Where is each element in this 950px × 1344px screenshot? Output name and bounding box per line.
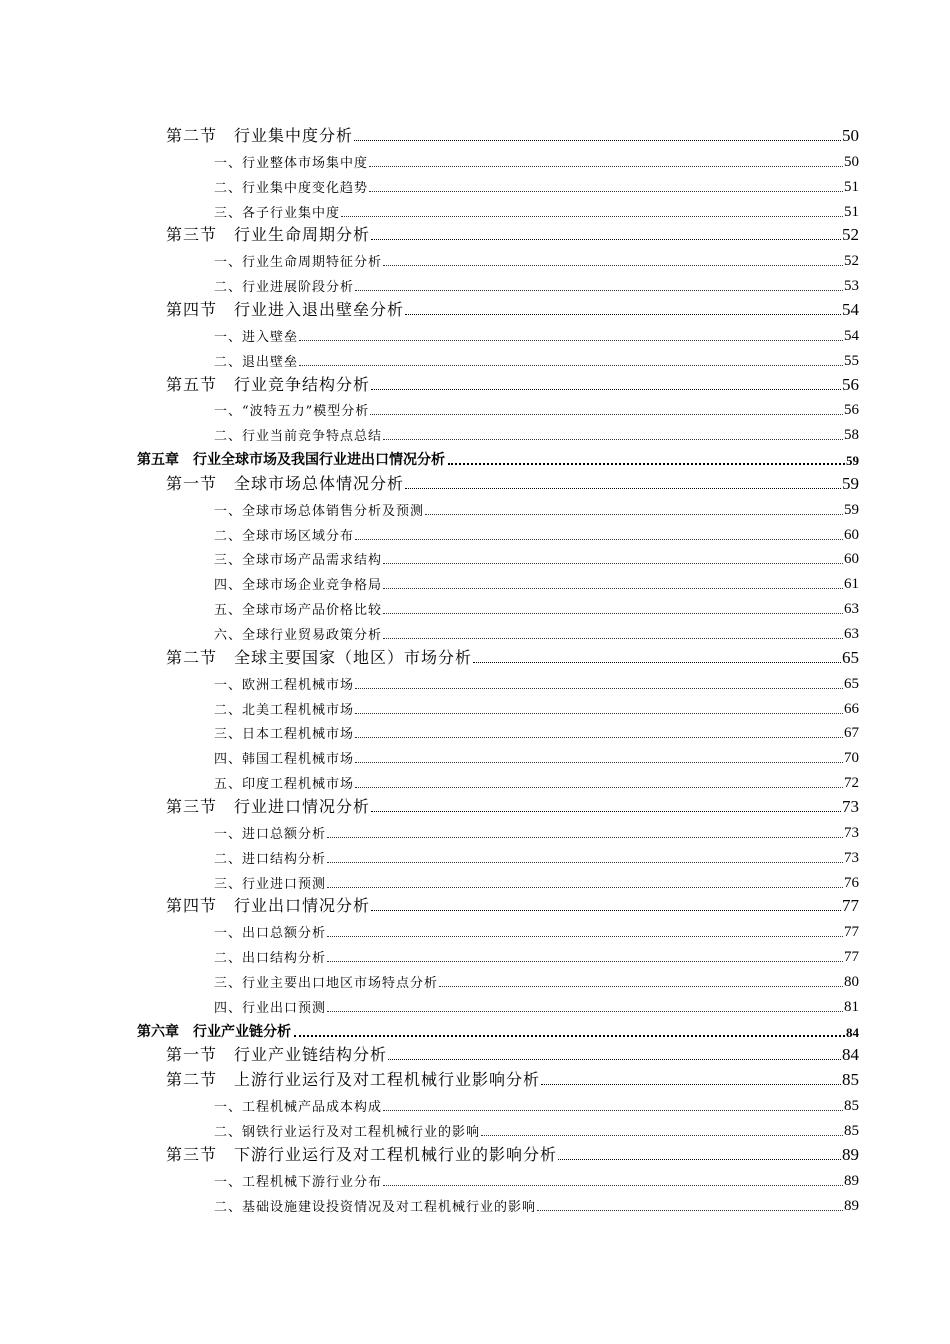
toc-page-number: 50 bbox=[844, 153, 859, 170]
toc-dot-leader bbox=[541, 1083, 841, 1085]
toc-page-number: 66 bbox=[844, 700, 859, 717]
toc-item-entry[interactable] bbox=[214, 199, 859, 221]
toc-dot-leader bbox=[369, 190, 843, 192]
toc-section-entry[interactable] bbox=[166, 646, 859, 668]
toc-dot-leader bbox=[327, 935, 843, 937]
toc-page-number: 72 bbox=[844, 775, 859, 792]
toc-entry-title: 二、全球市场区域分布 bbox=[214, 528, 355, 544]
toc-dot-leader bbox=[405, 313, 841, 315]
toc-item-entry[interactable] bbox=[214, 596, 859, 618]
toc-entry-title: 二、基础设施建设投资情况及对工程机械行业的影响 bbox=[214, 1199, 537, 1215]
toc-section-entry[interactable] bbox=[166, 1068, 859, 1090]
toc-item-entry[interactable] bbox=[214, 1193, 859, 1215]
toc-page-number: 84 bbox=[846, 1024, 859, 1040]
toc-page-number: 54 bbox=[844, 327, 859, 344]
toc-entry-title: 二、钢铁行业运行及对工程机械行业的影响 bbox=[214, 1125, 481, 1140]
toc-item-entry[interactable] bbox=[214, 571, 859, 593]
toc-entry-title: 四、韩国工程机械市场 bbox=[214, 752, 355, 768]
toc-entry-title: 三、日本工程机械市场 bbox=[214, 727, 355, 743]
toc-page-number: 63 bbox=[844, 626, 859, 642]
toc-entry-title: 一、“波特五力”模型分析 bbox=[214, 404, 370, 420]
toc-entry-title: 一、工程机械产品成本构成 bbox=[214, 1100, 383, 1116]
toc-item-entry[interactable] bbox=[214, 149, 859, 171]
toc-dot-leader bbox=[481, 1134, 843, 1136]
toc-dot-leader bbox=[383, 562, 843, 564]
toc-page-number: 51 bbox=[844, 178, 859, 195]
toc-item-entry[interactable] bbox=[214, 1093, 859, 1115]
toc-dot-leader bbox=[371, 238, 841, 240]
toc-dot-leader bbox=[383, 637, 843, 639]
toc-entry-title: 二、出口结构分析 bbox=[214, 951, 327, 967]
toc-item-entry[interactable] bbox=[214, 348, 859, 370]
toc-entry-title: 一、出口总额分析 bbox=[214, 926, 327, 942]
toc-dot-leader bbox=[369, 165, 843, 167]
toc-page-number: 59 bbox=[844, 501, 859, 518]
toc-item-entry[interactable] bbox=[214, 944, 859, 966]
toc-item-entry[interactable] bbox=[214, 820, 859, 842]
toc-entry-title: 一、进口总额分析 bbox=[214, 826, 327, 842]
toc-entry-title: 第六章 行业产业链分析 bbox=[137, 1024, 291, 1040]
toc-page-number: 65 bbox=[842, 647, 859, 667]
toc-page-number: 77 bbox=[844, 949, 859, 966]
toc-dot-leader bbox=[405, 487, 841, 489]
toc-entry-title: 第三节 行业生命周期分析 bbox=[166, 225, 371, 245]
toc-section-entry[interactable] bbox=[166, 298, 859, 320]
toc-entry-title: 一、行业整体市场集中度 bbox=[214, 155, 369, 171]
toc-entry-title: 第一节 全球市场总体情况分析 bbox=[166, 473, 405, 493]
toc-entry-title: 第五节 行业竞争结构分析 bbox=[166, 374, 371, 394]
toc-dot-leader bbox=[355, 761, 843, 763]
toc-entry-title: 二、行业集中度变化趋势 bbox=[214, 180, 369, 196]
toc-page-number: 73 bbox=[844, 824, 859, 841]
toc-page-number: 58 bbox=[844, 427, 859, 444]
toc-dot-leader bbox=[383, 264, 843, 266]
toc-section-entry[interactable] bbox=[166, 223, 859, 245]
toc-item-entry[interactable] bbox=[214, 497, 859, 519]
toc-entry-title: 第四节 行业进入退出壁垒分析 bbox=[166, 299, 405, 319]
toc-dot-leader bbox=[327, 886, 843, 888]
toc-item-entry[interactable] bbox=[214, 273, 859, 295]
toc-dot-leader bbox=[383, 612, 843, 614]
toc-page-number: 81 bbox=[844, 998, 859, 1015]
toc-dot-leader bbox=[327, 1010, 843, 1012]
toc-page-number: 73 bbox=[842, 796, 859, 816]
toc-entry-title: 五、印度工程机械市场 bbox=[214, 777, 355, 793]
toc-page-number: 65 bbox=[844, 675, 859, 692]
toc-entry-title: 二、北美工程机械市场 bbox=[214, 702, 355, 718]
toc-chapter-entry[interactable] bbox=[137, 447, 859, 469]
toc-entry-title: 第三节 下游行业运行及对工程机械行业的影响分析 bbox=[166, 1144, 558, 1164]
toc-dot-leader bbox=[388, 1058, 841, 1060]
toc-item-entry[interactable] bbox=[214, 720, 859, 742]
toc-section-entry[interactable] bbox=[166, 472, 859, 494]
toc-dot-leader bbox=[327, 861, 843, 863]
toc-section-entry[interactable] bbox=[166, 373, 859, 395]
toc-entry-title: 一、全球市场总体销售分析及预测 bbox=[214, 503, 425, 519]
toc-item-entry[interactable] bbox=[214, 1118, 859, 1140]
toc-dot-leader bbox=[341, 215, 843, 217]
toc-page-number: 89 bbox=[844, 1172, 859, 1189]
toc-dot-leader bbox=[383, 1184, 843, 1186]
toc-item-entry[interactable] bbox=[214, 323, 859, 345]
toc-entry-title: 三、行业主要出口地区市场特点分析 bbox=[214, 975, 439, 991]
toc-entry-title: 第二节 行业集中度分析 bbox=[166, 126, 354, 145]
toc-entry-title: 一、进入壁垒 bbox=[214, 329, 299, 345]
toc-entry-title: 第二节 全球主要国家（地区）市场分析 bbox=[166, 647, 473, 667]
toc-dot-leader bbox=[383, 438, 843, 440]
toc-dot-leader bbox=[473, 661, 841, 663]
toc-entry-title: 第二节 上游行业运行及对工程机械行业影响分析 bbox=[166, 1070, 541, 1090]
toc-dot-leader bbox=[383, 1109, 843, 1111]
toc-dot-leader bbox=[383, 587, 843, 589]
toc-chapter-entry[interactable] bbox=[137, 1019, 859, 1041]
toc-dot-leader bbox=[371, 909, 841, 911]
toc-dot-leader bbox=[425, 513, 843, 515]
toc-dot-leader bbox=[355, 687, 843, 689]
toc-dot-leader bbox=[299, 364, 843, 366]
toc-entry-title: 二、行业进展阶段分析 bbox=[214, 280, 355, 296]
toc-entry-title: 二、行业当前竞争特点总结 bbox=[214, 429, 383, 445]
toc-item-entry[interactable] bbox=[214, 994, 859, 1016]
toc-entry-title: 一、欧洲工程机械市场 bbox=[214, 677, 355, 693]
toc-entry-title: 二、退出壁垒 bbox=[214, 354, 299, 370]
toc-item-entry[interactable] bbox=[214, 174, 859, 196]
toc-page-number: 84 bbox=[842, 1045, 859, 1065]
toc-page-number: 55 bbox=[844, 352, 859, 369]
toc-section-entry[interactable] bbox=[166, 124, 859, 146]
toc-item-entry[interactable] bbox=[214, 422, 859, 444]
toc-page-number: 89 bbox=[844, 1197, 859, 1214]
toc-section-entry[interactable] bbox=[166, 795, 859, 817]
toc-item-entry[interactable] bbox=[214, 671, 859, 693]
toc-page-number: 56 bbox=[842, 374, 859, 394]
toc-item-entry[interactable] bbox=[214, 397, 859, 419]
toc-page-number: 56 bbox=[844, 402, 859, 419]
toc-item-entry[interactable] bbox=[214, 770, 859, 792]
toc-page-number: 85 bbox=[842, 1070, 859, 1090]
toc-page-number: 85 bbox=[844, 1123, 859, 1139]
toc-page-number: 77 bbox=[842, 896, 859, 916]
toc-page-number: 89 bbox=[842, 1144, 859, 1164]
toc-item-entry[interactable] bbox=[214, 919, 859, 941]
toc-dot-leader bbox=[370, 413, 843, 415]
toc-entry-title: 四、全球市场企业竞争格局 bbox=[214, 578, 383, 594]
toc-item-entry[interactable] bbox=[214, 621, 859, 643]
toc-page-number: 53 bbox=[844, 278, 859, 295]
toc-dot-leader bbox=[558, 1158, 841, 1160]
toc-dot-leader bbox=[355, 289, 843, 291]
toc-entry-title: 一、行业生命周期特征分析 bbox=[214, 255, 383, 271]
toc-page-number: 70 bbox=[844, 750, 859, 767]
toc-dot-leader bbox=[355, 786, 843, 788]
toc-dot-leader bbox=[327, 960, 843, 962]
toc-page-number: 76 bbox=[844, 874, 859, 891]
toc-item-entry[interactable] bbox=[214, 248, 859, 270]
toc-dot-leader bbox=[448, 462, 845, 465]
toc-dot-leader bbox=[327, 836, 843, 838]
toc-item-entry[interactable] bbox=[214, 546, 859, 568]
toc-page-number: 59 bbox=[846, 453, 859, 469]
toc-entry-title: 一、工程机械下游行业分布 bbox=[214, 1174, 383, 1190]
toc-dot-leader bbox=[355, 538, 843, 540]
toc-page-number: 51 bbox=[844, 203, 859, 220]
toc-section-entry[interactable] bbox=[166, 1043, 859, 1065]
toc-page-number: 60 bbox=[844, 526, 859, 543]
toc-item-entry[interactable] bbox=[214, 745, 859, 767]
toc-dot-leader bbox=[294, 1034, 845, 1037]
toc-entry-title: 三、各子行业集中度 bbox=[214, 205, 341, 221]
toc-page-number: 50 bbox=[842, 126, 859, 145]
toc-dot-leader bbox=[371, 810, 841, 812]
toc-dot-leader bbox=[354, 139, 841, 141]
toc-page-number: 63 bbox=[844, 601, 859, 618]
toc-page-number: 80 bbox=[844, 973, 859, 990]
toc-entry-title: 第五章 行业全球市场及我国行业进出口情况分析 bbox=[137, 453, 445, 469]
toc-page-number: 52 bbox=[844, 253, 859, 270]
toc-dot-leader bbox=[355, 712, 843, 714]
toc-entry-title: 第四节 行业出口情况分析 bbox=[166, 896, 371, 916]
toc-item-entry[interactable] bbox=[214, 696, 859, 718]
toc-item-entry[interactable] bbox=[214, 969, 859, 991]
toc-dot-leader bbox=[537, 1209, 843, 1211]
toc-page-number: 73 bbox=[844, 849, 859, 866]
toc-page-number: 85 bbox=[844, 1098, 859, 1115]
toc-entry-title: 五、全球市场产品价格比较 bbox=[214, 603, 383, 619]
toc-item-entry[interactable] bbox=[214, 845, 859, 867]
toc-page-number: 59 bbox=[842, 473, 859, 493]
toc-section-entry[interactable] bbox=[166, 1143, 859, 1165]
toc-entry-title: 第一节 行业产业链结构分析 bbox=[166, 1045, 388, 1065]
toc-entry-title: 二、进口结构分析 bbox=[214, 851, 327, 867]
toc-section-entry[interactable] bbox=[166, 894, 859, 916]
toc-entry-title: 第三节 行业进口情况分析 bbox=[166, 796, 371, 816]
toc-page-number: 61 bbox=[844, 576, 859, 593]
toc-entry-title: 三、全球市场产品需求结构 bbox=[214, 553, 383, 569]
toc-page-number: 77 bbox=[844, 924, 859, 941]
toc-entry-title: 四、行业出口预测 bbox=[214, 1000, 327, 1016]
toc-page-number: 60 bbox=[844, 551, 859, 568]
toc-dot-leader bbox=[355, 736, 843, 738]
toc-item-entry[interactable] bbox=[214, 870, 859, 892]
toc-entry-title: 六、全球行业贸易政策分析 bbox=[214, 628, 383, 643]
toc-dot-leader bbox=[371, 388, 841, 390]
toc-dot-leader bbox=[299, 339, 843, 341]
toc-dot-leader bbox=[439, 985, 843, 987]
toc-entry-title: 三、行业进口预测 bbox=[214, 876, 327, 892]
toc-page-number: 52 bbox=[842, 225, 859, 245]
toc-page-number: 54 bbox=[842, 299, 859, 319]
toc-page-number: 67 bbox=[844, 725, 859, 742]
toc-item-entry[interactable] bbox=[214, 522, 859, 544]
toc-item-entry[interactable] bbox=[214, 1168, 859, 1190]
